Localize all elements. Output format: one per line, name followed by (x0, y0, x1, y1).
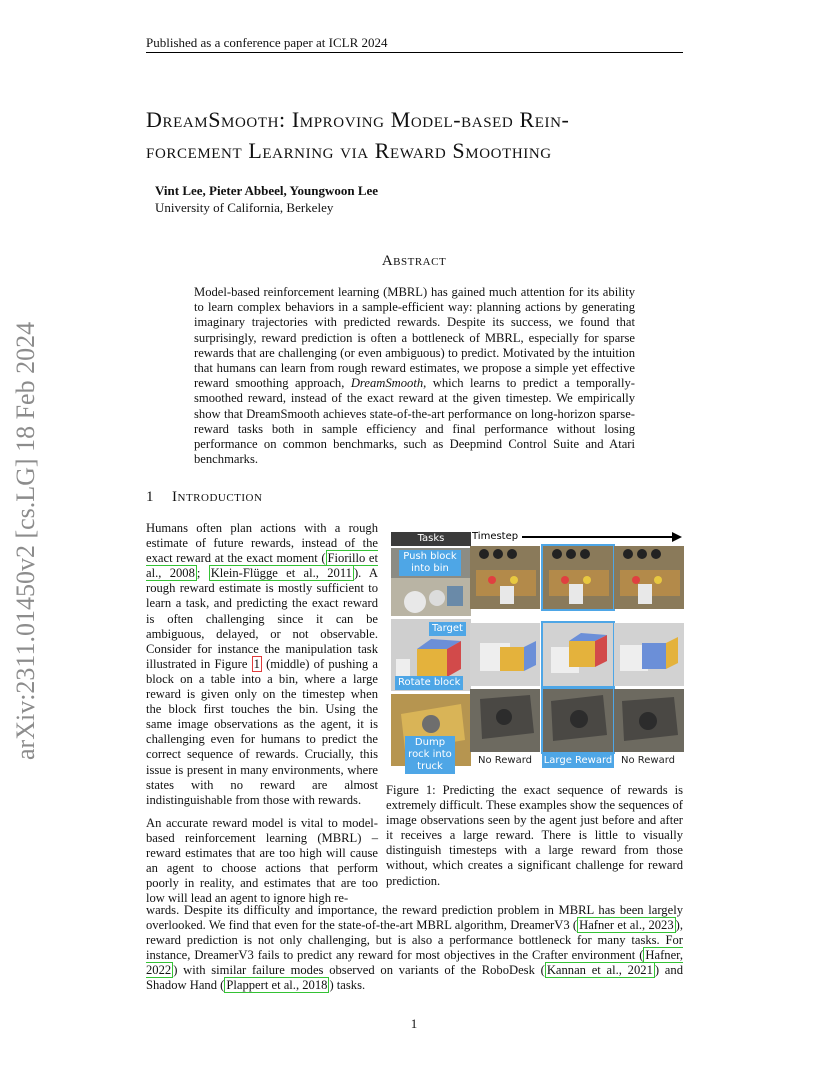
citation-link[interactable]: Plappert et al., 2018 (226, 978, 328, 993)
intro-paragraph-2-start: An accurate reward model is vital to model-based reinforcement learning (MBRL) – reward estimates that are too high will cause an agent to choose actions that perform poorly in reality, and estimates that are too low will lead an agent to ignore high re- (146, 815, 378, 906)
intro-paragraph-1: Humans often plan actions with a rough estimate of future rewards, instead of the exact reward at the exact moment ( Fiorillo et al., 2008 ; Klein-Flügge et al., 2011 ). A rough reward estimate is mostly sufficient to learn a task, and predicting the exact reward is often challenging since it can be ambiguous, delayed, or not observable. Consider for instance the manipulation task illustrated in Figure 1 (middle) of pushing a block on a table into a bin, where a large reward is given only on the timestep when the block first touches the bin. Using the same image observations as the agent, it is challenging even for humans to predict the correct sequence of rewards. Crucially, this issue is present in many environments, where states with no reward are almost indistinguishable from those with rewards. (146, 521, 379, 807)
column-label-no-reward: No Reward (620, 755, 676, 766)
task-label-rotate-block: Rotate block (395, 676, 463, 690)
section-heading (146, 489, 262, 506)
tasks-label: Tasks (391, 532, 471, 546)
timestep-arrow-icon (522, 532, 682, 542)
frame-push-no-reward-1 (470, 546, 540, 609)
header-rule (146, 52, 683, 53)
intro-left-column (146, 521, 378, 914)
column-label-large-reward: Large Reward (543, 755, 613, 766)
citation-link[interactable]: Hafner, 2022 (146, 948, 683, 978)
task-image-rotate-block (391, 619, 471, 691)
author-list: Vint Lee, Pieter Abbeel, Youngwoon Lee (155, 183, 379, 198)
affiliation: University of California, Berkeley (155, 200, 334, 215)
cube-hand-icon (470, 623, 540, 686)
title-line-2: forcement Learning via Reward Smoothing (146, 138, 552, 163)
timestep-label: Timestep (472, 531, 519, 542)
figure-ref-link[interactable]: 1 (253, 656, 260, 671)
section-title: Introduction (172, 489, 263, 505)
arxiv-identifier: arXiv:2311.01450v2 [cs.LG] 18 Feb 2024 (11, 321, 40, 760)
frame-dump-no-reward-1 (470, 689, 540, 752)
citation-link[interactable]: Hafner et al., 2023 (579, 918, 674, 933)
bin-scene-icon (470, 546, 540, 609)
cube-hand-icon (614, 623, 684, 686)
figure-caption: Figure 1: Predicting the exact sequence of rewards is extremely difficult. These examples show the sequences of image observations seen by the agent just before and after it receives a large reward. There is little to visually distinguish timesteps with a large reward from those without, which creates a significant challenge for reward prediction. (386, 783, 683, 888)
abstract-text: Model-based reinforcement learning (MBRL) has gained much attention for its ability to learn complex behaviors in a sample-efficient way: planning actions by generating imaginary trajectories with predicted rewards. Despite its success, we found that surprisingly, reward prediction is often a bottleneck of MBRL, especially for sparse rewards that are challenging (or even ambiguous) to predict. Motivated by the intuition that humans can learn from rough reward estimates, we propose a simple yet effective reward smoothing approach, DreamSmooth, which learns to predict a temporally-smoothed reward, instead of the exact reward at the given timestep. We empirically show that DreamSmooth achieves state-of-the-art performance on long-horizon sparse-reward tasks both in sample efficiency and final performance without losing performance on common benchmarks, such as Deepmind Control Suite and Atari benchmarks. (194, 285, 635, 467)
paper-title (146, 104, 706, 166)
frame-dump-large-reward (543, 689, 613, 752)
cube-hand-icon (543, 623, 613, 686)
citation-link[interactable]: Klein-Flügge et al., 2011 (210, 566, 352, 581)
task-label-target: Target (429, 622, 466, 636)
truck-scene-icon (470, 689, 540, 752)
frame-push-large-reward (543, 546, 613, 609)
frame-rotate-no-reward-1 (470, 623, 540, 686)
column-label-no-reward: No Reward (477, 755, 533, 766)
frame-rotate-large-reward (543, 623, 613, 686)
abstract-heading: Abstract (381, 253, 447, 269)
frame-push-no-reward-2 (614, 546, 684, 609)
task-image-push-block (391, 548, 471, 616)
running-header: Published as a conference paper at ICLR 2024 (146, 35, 388, 50)
page-number: 1 (410, 1016, 418, 1031)
frame-rotate-no-reward-2 (614, 623, 684, 686)
task-label-dump-rock: Dump rock into truck (405, 736, 455, 774)
task-label-push-block: Push block into bin (399, 550, 461, 576)
figure-1 (386, 526, 684, 776)
title-line-1: DreamSmooth: Improving Model-based Rein- (146, 107, 570, 132)
frame-dump-no-reward-2 (614, 689, 684, 752)
intro-paragraph-2-continued: wards. Despite its difficulty and importance, the reward prediction problem in MBRL has been largely overlooked. We find that even for the state-of-the-art MBRL algorithm, DreamerV3 ( Hafner et al., 2023 ), reward prediction is not only challenging, but is also a performance bottleneck for many tasks. For instance, DreamerV3 fails to predict any reward for most objectives in the Crafter environment ( Hafner, 2022 ) with similar failure modes observed on variants of the RoboDesk ( Kannan et al., 2021 ) and Shadow Hand ( Plappert et al., 2018 ) tasks. (146, 903, 683, 993)
method-name: DreamSmooth (350, 376, 424, 391)
truck-scene-icon (614, 689, 684, 752)
section-number: 1 (146, 489, 154, 505)
task-image-dump-rock (391, 694, 471, 772)
bin-scene-icon (543, 546, 613, 609)
truck-scene-icon (543, 689, 613, 752)
bin-scene-icon (614, 546, 684, 609)
citation-link[interactable]: Fiorillo et al., 2008 (146, 551, 379, 581)
citation-link[interactable]: Kannan et al., 2021 (546, 963, 653, 978)
